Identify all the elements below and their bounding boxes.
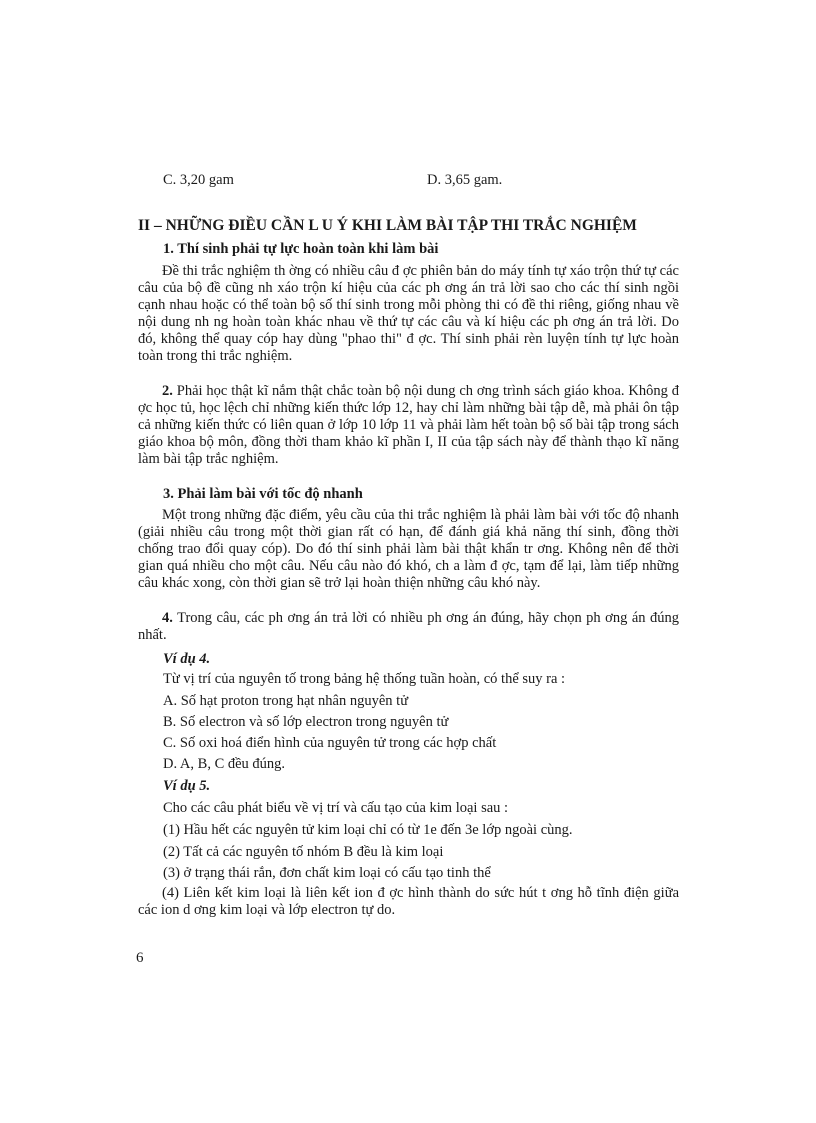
example5-label: Ví dụ 5. — [163, 778, 211, 794]
example4-option-d: D. A, B, C đều đúng. — [163, 756, 286, 772]
item3-heading: 3. Phải làm bài với tốc độ nhanh — [163, 486, 363, 502]
item4-number: 4. — [162, 610, 173, 626]
item2-paragraph — [138, 383, 679, 468]
section-heading: II – NHỮNG ĐIỀU CẦN L U Ý KHI LÀM BÀI TẬP THI TRẮC NGHIỆM — [138, 217, 637, 234]
item1-heading: 1. Thí sinh phải tự lực hoàn toàn khi làm bài — [163, 241, 439, 257]
example5-question: Cho các câu phát biểu về vị trí và cấu tạo của kim loại sau : — [163, 800, 509, 816]
example4-option-b: B. Số electron và số lớp electron trong nguyên tử — [163, 714, 449, 730]
item4-text: Trong câu, các ph ơng án trả lời có nhiều ph ơng án đúng, hãy chọn ph ơng án đúng nhất. — [138, 610, 679, 643]
item1-body — [138, 263, 679, 365]
item2-number: 2. — [162, 383, 173, 399]
item4-block — [138, 610, 679, 644]
page-number: 6 — [136, 950, 144, 966]
example4-option-a: A. Số hạt proton trong hạt nhân nguyên tử — [163, 693, 409, 709]
item1-paragraph: Đề thi trắc nghiệm th ờng có nhiều câu đ ợc phiên bản do máy tính tự xáo trộn thứ tự các câu của bộ đề cũng nh xáo trộn kí hiệu của các ph ơng án trả lời sao cho các thí sinh ngồi cạnh nhau hoặc có thể toàn bộ số thí sinh trong mỗi phòng thi có đề thi riêng, giống nhau về nội dung nh ng hoàn toàn khác nhau về thứ tự các câu và kí hiệu các ph ơng án trả lời. Do đó, không thể quay cóp hay dùng "phao thi" đ ợc. Thí sinh phải rèn luyện tính tự lực hoàn toàn trong thi trắc nghiệm. — [138, 263, 679, 364]
answer-option-c: C. 3,20 gam — [163, 172, 234, 188]
example4-label: Ví dụ 4. — [163, 651, 211, 667]
example4-question: Từ vị trí của nguyên tố trong bảng hệ thống tuần hoàn, có thể suy ra : — [163, 671, 566, 687]
item2-text: Phải học thật kĩ nắm thật chắc toàn bộ nội dung ch ơng trình sách giáo khoa. Không đ ợc học tủ, học lệch chỉ những kiến thức lớp 12, hay chỉ làm những bài tập dễ, mà phải ôn tập cả những kiến thức có liên quan ở lớp 10 lớp 11 và phải làm hết toàn bộ số bài tập trong sách giáo khoa bộ môn, đồng thời tham khảo kĩ phần I, II của tập sách này để thành thạo kĩ năng làm bài tập trắc nghiệm. — [138, 383, 679, 467]
answer-option-d: D. 3,65 gam. — [427, 172, 503, 188]
example5-statement-3: (3) ở trạng thái rắn, đơn chất kim loại có cấu tạo tinh thể — [163, 865, 491, 881]
example5-statement-4-block — [138, 885, 679, 919]
item2-block — [138, 383, 679, 468]
item3-paragraph: Một trong những đặc điểm, yêu cầu của thi trắc nghiệm là phải làm bài với tốc độ nhanh (giải nhiều câu trong một thời gian rất có hạn, để đánh giá khả năng thí sinh, đồng thời chống trao đổi quay cóp). Do đó thí sinh phải làm bài thật khẩn tr ơng. Không nên để thời gian quá nhiều cho một câu. Nếu câu nào đó khó, ch a làm đ ợc, tạm để lại, làm tiếp những câu khác xong, còn thời gian sẽ trở lại hoàn thiện những câu khó này. — [138, 507, 679, 591]
item3-body — [138, 507, 679, 592]
example5-statement-4: (4) Liên kết kim loại là liên kết ion đ ợc hình thành do sức hút t ơng hỗ tĩnh điện giữa các ion d ơng kim loại và lớp electron tự do. — [138, 885, 679, 918]
example5-statement-1: (1) Hầu hết các nguyên tử kim loại chỉ có từ 1e đến 3e lớp ngoài cùng. — [163, 822, 573, 838]
item4-paragraph — [138, 610, 679, 644]
example5-statement-2: (2) Tất cả các nguyên tố nhóm B đều là kim loại — [163, 844, 444, 860]
example4-option-c: C. Số oxi hoá điển hình của nguyên tử trong các hợp chất — [163, 735, 497, 751]
